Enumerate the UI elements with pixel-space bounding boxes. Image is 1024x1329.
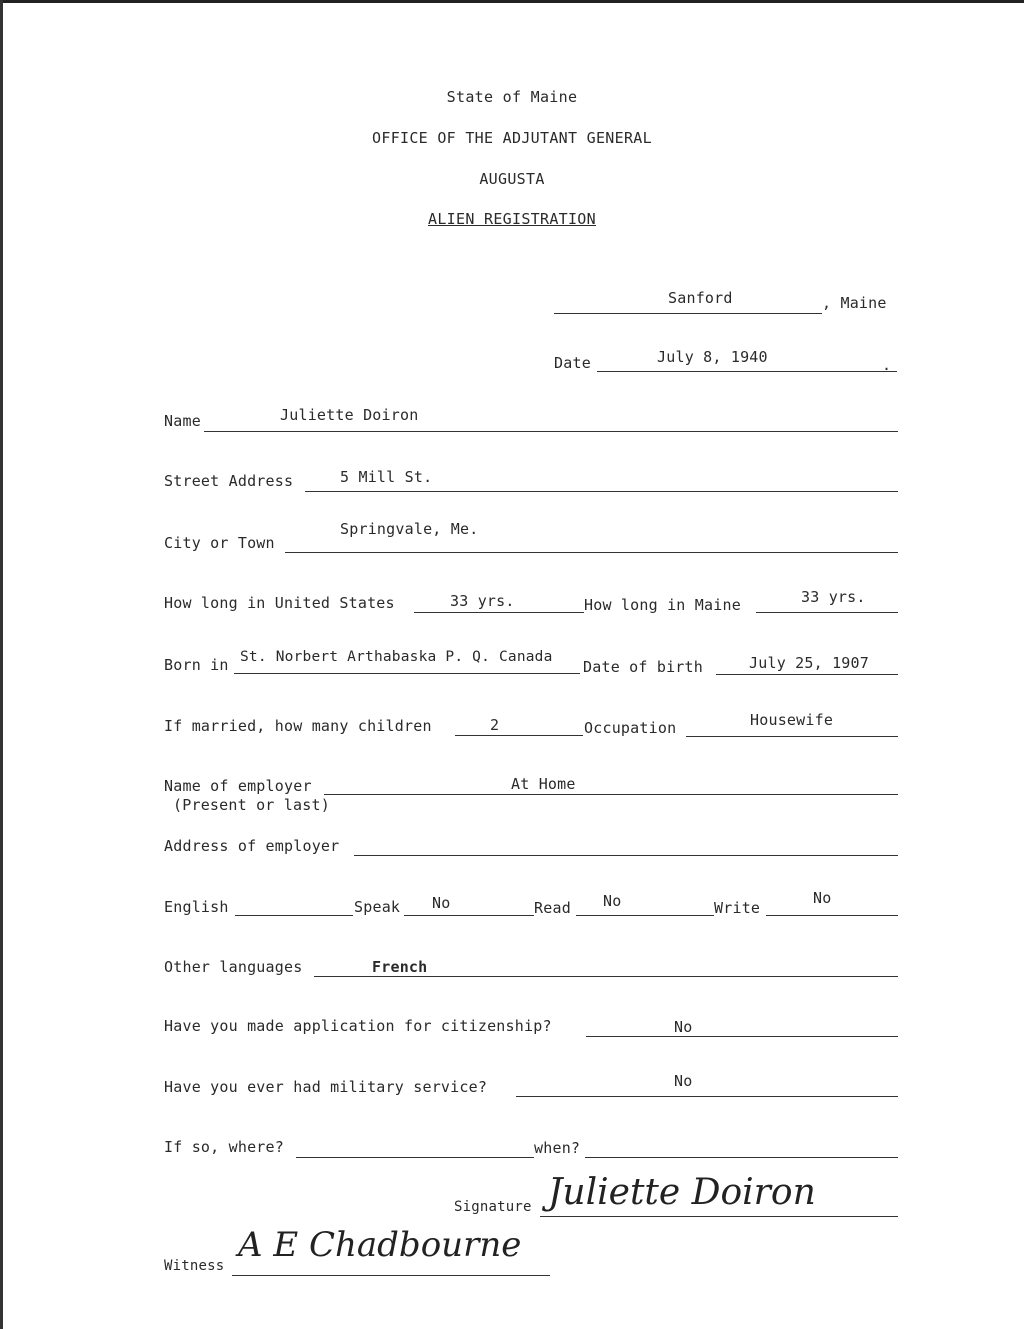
witness-handwritten: A E Chadbourne [238,1225,522,1265]
english-line [235,915,353,916]
header-city: AUGUSTA [479,170,545,188]
signature-line [540,1216,898,1217]
citizenship-label: Have you made application for citizenship? [164,1017,552,1035]
form-title: ALIEN REGISTRATION [428,210,596,228]
military-line [516,1096,898,1097]
city-value: Springvale, Me. [340,520,479,538]
other-languages-label: Other languages [164,958,303,976]
witness-label: Witness [164,1258,225,1274]
scan-edge-top [0,0,1024,3]
scan-edge-left [0,0,3,1329]
street-label: Street Address [164,472,294,490]
name-line [204,431,898,432]
speak-value: No [432,894,451,912]
employer-sublabel: (Present or last) [173,796,330,814]
when-line [585,1157,898,1158]
birth-date-line [716,674,898,675]
signature-handwritten: Juliette Doiron [548,1172,816,1213]
where-line [296,1157,534,1158]
born-line [234,673,580,674]
location-town: Sanford [668,289,733,307]
speak-line [404,915,534,916]
header-office: OFFICE OF THE ADJUTANT GENERAL [372,129,652,147]
birth-date-label: Date of birth [583,658,703,676]
us-time-value: 33 yrs. [450,592,515,610]
city-label: City or Town [164,534,275,552]
other-languages-line [314,976,898,977]
military-value: No [674,1072,693,1090]
read-label: Read [534,899,571,917]
military-label: Have you ever had military service? [164,1078,488,1096]
date-label: Date [554,354,591,372]
born-value: St. Norbert Arthabaska P. Q. Canada [240,649,553,665]
other-languages-value: French [372,958,428,976]
name-label: Name [164,412,201,430]
date-line [597,371,897,372]
read-value: No [603,892,622,910]
children-line [455,735,583,736]
speak-label: Speak [354,898,401,916]
citizenship-value: No [674,1018,693,1036]
write-value: No [813,889,832,907]
employer-line [324,794,898,795]
location-state: , Maine [822,294,887,312]
signature-label: Signature [454,1199,532,1215]
birth-date-value: July 25, 1907 [749,654,869,672]
english-label: English [164,898,229,916]
us-time-label: How long in United States [164,594,395,612]
maine-time-label: How long in Maine [584,596,741,614]
witness-line [232,1275,550,1276]
write-line [766,915,898,916]
street-value: 5 Mill St. [340,468,433,486]
occupation-line [686,736,898,737]
read-line [576,915,714,916]
children-label: If married, how many children [164,717,432,735]
name-value: Juliette Doiron [280,406,419,424]
us-time-line [414,612,584,613]
city-line [285,552,898,553]
when-label: when? [534,1139,581,1157]
location-line [554,313,822,314]
maine-time-line [756,612,898,613]
citizenship-line [586,1036,898,1037]
occupation-label: Occupation [584,719,677,737]
write-label: Write [714,899,761,917]
date-value: July 8, 1940 [657,348,768,366]
employer-value: At Home [511,775,576,793]
where-label: If so, where? [164,1138,284,1156]
employer-address-line [354,855,898,856]
children-value: 2 [490,716,500,734]
born-label: Born in [164,656,229,674]
occupation-value: Housewife [750,711,834,729]
date-end: . [882,356,892,374]
employer-label: Name of employer [164,777,312,795]
employer-address-label: Address of employer [164,837,340,855]
header-state: State of Maine [446,88,578,106]
maine-time-value: 33 yrs. [801,588,866,606]
street-line [305,491,898,492]
